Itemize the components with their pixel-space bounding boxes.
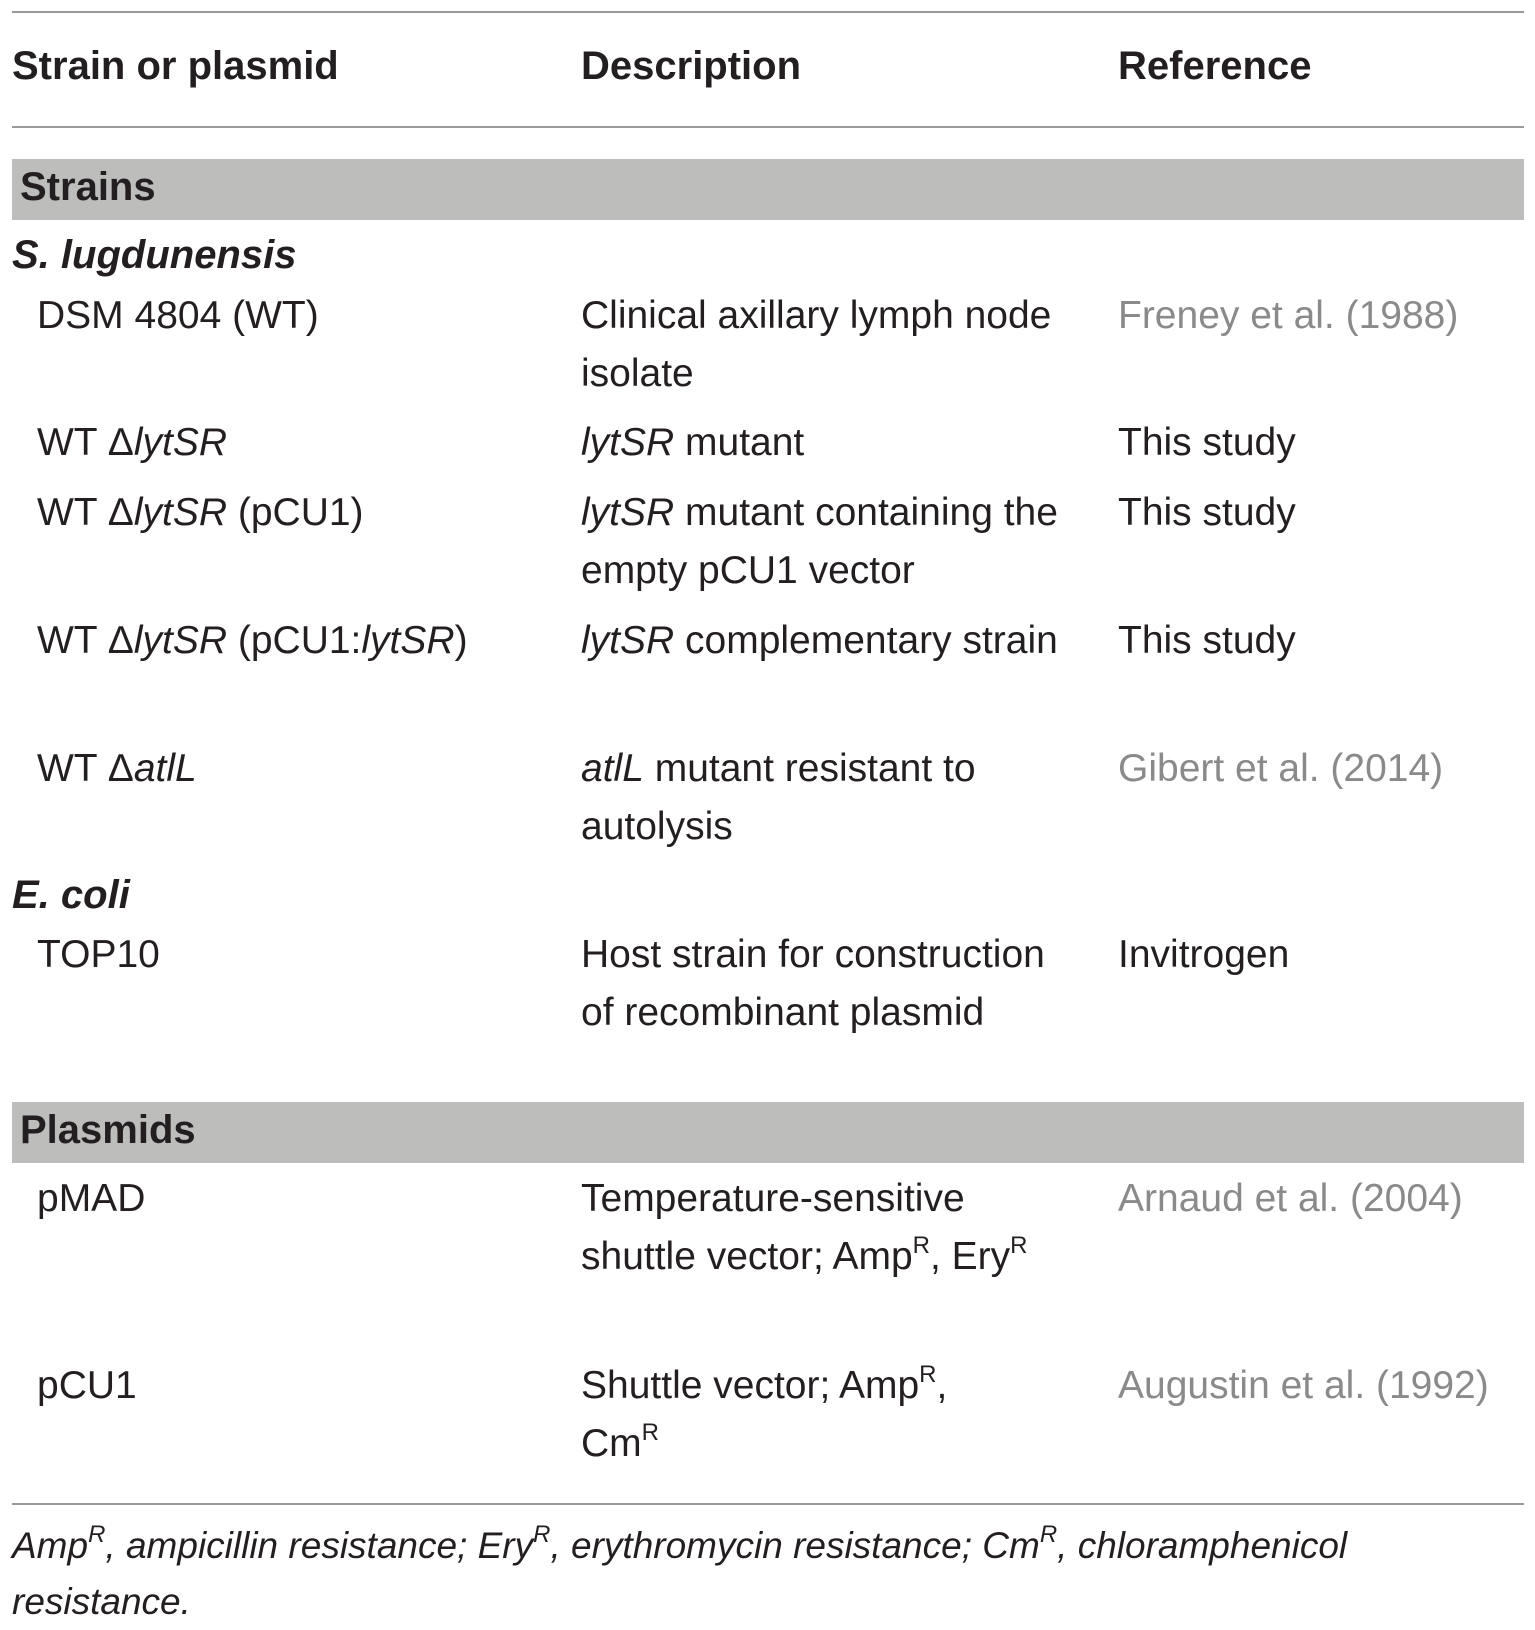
gene-name: lytSR [133,491,228,534]
plasmid-name: pCU1 [37,1364,137,1407]
reference-link[interactable]: Freney et al. (1988) [1118,294,1459,337]
section-band-plasmids [12,1102,1524,1163]
strain-name-suffix: ) [454,619,468,662]
superscript: R [641,1419,659,1446]
description: Clinical axillary lymph node isolate [581,294,1052,395]
strain-name [37,414,227,472]
gene-name: lytSR [361,619,455,662]
description [581,1357,1001,1473]
header-bottom-rule [12,126,1524,128]
superscript: R [1039,1521,1058,1548]
superscript: R [88,1521,106,1548]
group-label-s-lugdunensis: S. lugdunensis [12,233,297,277]
description-text: mutant containing the empty pCU1 vector [581,491,1058,592]
strain-name [37,740,197,798]
plasmid-name: pMAD [37,1177,146,1220]
strain-name [37,612,468,670]
reference-text: Invitrogen [1118,933,1290,976]
gene-name: lytSR [133,619,228,662]
description [581,484,1081,600]
footnote-text: , chloramphenicol resistance. [12,1525,1348,1622]
strain-name-prefix: WT Δ [37,421,134,464]
description-text: mutant [674,421,805,464]
group-label-e-coli: E. coli [12,873,130,917]
strain-name-prefix: WT Δ [37,619,134,662]
strain-name: TOP10 [37,933,160,976]
superscript: R [533,1521,551,1548]
description: Host strain for construction of recombinant plasmid [581,933,1045,1034]
reference-text: This study [1118,491,1296,534]
section-label-plasmids: Plasmids [20,1108,196,1152]
reference-text: This study [1118,619,1296,662]
superscript: R [919,1361,937,1388]
gene-name: lytSR [581,619,675,662]
gene-name: atlL [133,747,197,790]
reference-text: This study [1118,421,1296,464]
column-header-strain: Strain or plasmid [12,44,339,88]
footnote-text: , ampicillin resistance; Ery [105,1525,534,1566]
section-label-strains: Strains [20,165,156,209]
reference-link[interactable]: Augustin et al. (1992) [1118,1364,1489,1407]
strain-name-suffix: (pCU1) [227,491,364,534]
table-top-rule [12,11,1524,13]
strain-name-prefix: WT Δ [37,491,134,534]
table-footnote [12,1518,1512,1630]
reference-link[interactable]: Arnaud et al. (2004) [1118,1177,1463,1220]
strain-name-mid: (pCU1: [227,619,362,662]
gene-name: lytSR [133,421,228,464]
description-text: , Ery [930,1235,1011,1278]
strain-name: DSM 4804 (WT) [37,294,319,337]
superscript: R [1010,1232,1028,1259]
description [581,1170,1081,1286]
gene-name: atlL [581,747,644,790]
description [581,740,1081,856]
description-text: complementary strain [674,619,1058,662]
description-text: mutant resistant to autolysis [581,747,976,848]
description [581,612,1081,670]
description-text: , Cm [581,1364,948,1465]
strain-name [37,484,364,542]
superscript: R [912,1232,930,1259]
gene-name: lytSR [581,491,675,534]
column-header-description: Description [581,44,802,88]
strain-name-prefix: WT Δ [37,747,134,790]
description-text: Shuttle vector; Amp [581,1364,920,1407]
footnote-text: , erythromycin resistance; Cm [550,1525,1040,1566]
table-bottom-rule [12,1503,1524,1505]
footnote-text: Amp [12,1525,89,1566]
gene-name: lytSR [581,421,675,464]
description-text: Temperature-sensitive shuttle vector; Amp [581,1177,965,1278]
section-band-strains [12,159,1524,220]
reference-link[interactable]: Gibert et al. (2014) [1118,747,1444,790]
column-header-reference: Reference [1118,44,1312,88]
description [581,414,1081,472]
